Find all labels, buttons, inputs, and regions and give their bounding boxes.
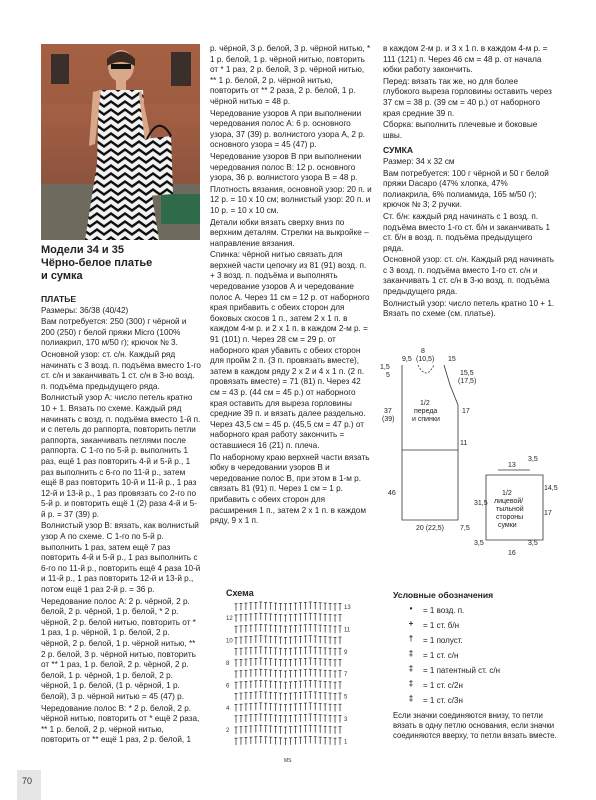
text-column-2	[210, 44, 372, 528]
col2-paragraph: р. чёрной, 3 р. белой, 3 р. чёрной нитью, * 1 р. белой, 1 р. чёрной нитью, повторить от * 1 раз, 2 р. белой, 3 р. чёрной нитью, ** 1 р. белой, 2 р. чёрной нитью, повторить от ** 2 раза, 2 р. белой, 1 р. чёрной нитью = 48 р.	[210, 44, 371, 106]
bag-label2: лицевой/	[494, 498, 524, 505]
scheme-row-number: 1	[344, 739, 348, 746]
caption-line1: Модели 34 и 35	[41, 244, 124, 256]
bag-b7: 16	[508, 550, 516, 557]
stitch-symbol-icon: †	[408, 634, 414, 643]
rapport-label: МS	[284, 758, 292, 764]
scheme-row-number: 10	[226, 638, 233, 645]
stitch-symbol-icon: •	[409, 604, 413, 613]
scheme-row-number: 3	[344, 717, 348, 723]
col3-paragraph: Перед: вязать так же, но для более глубокого выреза горловины оставить через 37 см = 38 р. (39 см = 40 р.) от наборного края средние 39 п.	[383, 76, 552, 118]
bag-label4: стороны	[496, 514, 524, 521]
col2-paragraph: Детали юбки вязать сверху вниз по верхним деталям. Стрелки на выкройке – направление вязания.	[210, 217, 369, 248]
legend-item-text: = 1 ст. с/н	[423, 651, 459, 660]
dress-label1: 1/2	[420, 400, 430, 407]
bag-b3: 14,5	[544, 485, 558, 492]
col3-paragraph: СУМКА	[383, 145, 414, 156]
scheme-row-number: 5	[344, 694, 348, 701]
col3-paragraph: Размер: 34 х 32 см	[383, 156, 455, 166]
dim-m4: (17,5)	[458, 378, 477, 385]
dress-label2: переда	[414, 408, 438, 415]
col3-paragraph: Основной узор: ст. с/н. Каждый ряд начинать с 3 возд. п. подъёма вместо 1-го ст. с/н и заканчивать 1 ст. с/н в 3-ю возд. п. подъёма предыдущего ряда.	[383, 255, 555, 297]
col2-paragraph: Плотность вязания, основной узор: 20 п. и 12 р. = 10 х 10 см; волнистый узор: 20 п. и 10 р. = 10 х 10 см.	[210, 184, 372, 215]
page-number-tab	[17, 770, 41, 800]
bag-b4: 31,5	[474, 500, 488, 507]
col3-paragraph: в каждом 2-м р. и 3 х 1 п. в каждом 4-м р. = 111 (121) п. Через 46 см = 48 р. от начала юбки работу закончить.	[383, 44, 548, 75]
dim-m6: 5	[386, 372, 390, 379]
legend-item-text: = 1 ст. с/2н	[423, 681, 463, 690]
col2-paragraph: Чередование узоров В при выполнении чередования полос В: 12 р. основного узора, 36 р. волнистого узора В = 48 р.	[210, 151, 362, 183]
scheme-row-number: 13	[344, 605, 351, 611]
stitch-symbol-icon: ‡	[408, 679, 414, 688]
page-number: 70	[22, 776, 33, 786]
dim-m5: 1,5	[380, 364, 390, 371]
bag-b1: 13	[508, 462, 516, 469]
scheme-row-number: 8	[226, 661, 230, 667]
col3-paragraph: Ст. б/н: каждый ряд начинать с 1 возд. п. подъёма вместо 1-го ст. б/н и заканчивать 1 ст. б/н в возд. п. подъёма предыдущего ряда.	[383, 211, 551, 253]
legend-title: Условные обозначения	[393, 590, 494, 600]
scheme-row-number: 9	[344, 649, 348, 656]
bag-b2: 3,5	[528, 456, 538, 463]
dim-m7: 17	[462, 408, 470, 415]
col1-paragraph: Чередование полос В: * 2 р. белой, 2 р. чёрной нитью, повторить от * ещё 2 раза, ** 1 р. белой, 2 р. чёрной нитью, повторить от ** ещё 1 раз, 2 р. белой, 1	[41, 703, 200, 745]
legend-item-text: = 1 полуст.	[423, 636, 463, 645]
col1-paragraph: Размеры: 36/38 (40/42)	[41, 305, 129, 315]
model-photo	[41, 44, 200, 240]
bag-label1: 1/2	[502, 490, 512, 497]
legend-item-text: = 1 патентный ст. с/н	[423, 666, 500, 675]
col1-paragraph: Волнистый узор А: число петель кратно 10 + 1. Вязать по схеме. Каждый ряд начинать с возд. п. подъёма вместо 1-й п. и с петель до раппорта, повторить петли раппорта, заканчивать петлями после раппорта. С 1-го по 5-й р. выполнить 1 раз, ещё 1 раз повторить 4-й и 5-й р., 1 раз выполнить с 6-го по 11-й р., затем ещё 8 раз повторить 10-й и 11-й р., 1 раз 12-й и 13-й р., 1 раз провязать со 2-го по 5-й р. и повторить ещё 1 (2) раза 4-й и 5-й р. = 37 (39) р.	[41, 393, 201, 519]
legend	[393, 590, 563, 740]
bag-label3: тыльной	[496, 506, 524, 513]
legend-item	[393, 634, 563, 649]
dim-m2: 15	[448, 356, 456, 363]
dim-m9: (39)	[382, 416, 395, 423]
caption-line2: Чёрно-белое платье	[41, 257, 153, 269]
stitch-symbol-icon: ‡	[408, 664, 414, 673]
col3-paragraph: Вам потребуется: 100 г чёрной и 50 г белой пряжи Dacapo (47% хлопка, 47% полиакрила, 6% полиамида, 165 м/50 г); крючок № 3; 2 ручки.	[383, 168, 549, 210]
legend-item-text: = 1 ст. с/3н	[423, 696, 463, 705]
dim-m1: 9,5	[402, 356, 412, 363]
stitch-symbol-icon: ‡	[408, 649, 414, 658]
caption-line3: и сумка	[41, 270, 83, 282]
bag-b8: 3,5	[528, 540, 538, 547]
dim-m13: 7,5	[460, 525, 470, 532]
legend-item	[393, 694, 563, 709]
legend-item	[393, 604, 563, 619]
bag-label5: сумки	[498, 522, 517, 529]
stitch-symbol-icon: +	[408, 619, 414, 628]
col2-paragraph: Спинка: чёрной нитью связать для верхней части цепочку из 81 (91) возд. п. + 3 возд. п. подъёма и выполнять чередование узоров А и чередование полос А. Через 11 см = 12 р. от наборного края прибавить с обеих сторон для боковых скосов 1 п., затем 2 х 1 п. в каждом 4-м р. и 2 х 1 п. в каждом 2-м р. = 91 (101) п. Через 28 см = 29 р. от наборного края убавить с обеих сторон для пройм 2 п. (3 п. провязать вместе), затем в каждом ряду 2 х 2 и 4 х 1 п. (2 п. провязать вместе) = 71 (81) п. Через 42 см = 43 р. (44 см = 45 р.) от наборного края оставить для выреза горловины средние 39 п. и вязать далее раздельно. Через 43,5 см = 45 р. (45,5 см = 47 р.) от наборного края работу закончить = оставшиеся 16 (21) п. плеча.	[210, 250, 370, 450]
dim-top2: (10,5)	[416, 356, 435, 363]
text-column-3	[383, 44, 555, 321]
dim-m10: 11	[460, 440, 468, 447]
crochet-scheme-chart	[224, 598, 360, 766]
scheme-row-number: 4	[226, 705, 230, 712]
pattern-schematic	[378, 345, 558, 570]
dim-m12: 20 (22,5)	[416, 525, 445, 532]
col1-paragraph: Вам потребуется: 250 (300) г чёрной и 200 (250) г белой пряжи Micro (100% полиакрил, 170 м/50 г); крючок № 3.	[41, 317, 187, 348]
scheme-title: Схема	[226, 588, 254, 598]
legend-item-text: = 1 возд. п.	[423, 606, 465, 615]
legend-note: Если значки соединяются внизу, то петли вязать в одну петлю основания, если значки соединяются вверху, то петли вязать вместе.	[393, 711, 557, 740]
dim-m3: 15,5	[460, 370, 474, 377]
scheme-row-number: 2	[226, 728, 230, 735]
scheme-row-number: 7	[344, 672, 348, 679]
text-column-1	[41, 290, 201, 747]
bag-b6: 3,5	[474, 540, 484, 547]
legend-item	[393, 679, 563, 694]
scheme-row-number: 12	[226, 616, 233, 623]
col2-paragraph: По наборному краю верхней части вязать юбку в чередовании узоров В и чередование полос В, при этом в 1-м р. связать 81 (91) п. Через 1 см = 1 р. прибавить с обеих сторон для расширения 1 п., затем 2 х 1 п. в каждом ряду, 9 х 1 п.	[210, 452, 370, 526]
stitch-symbol-icon: ‡	[408, 694, 414, 703]
legend-item	[393, 664, 563, 679]
col1-paragraph: ПЛАТЬЕ	[41, 294, 77, 304]
legend-item-text: = 1 ст. б/н	[423, 621, 460, 630]
dim-m8: 37	[384, 408, 392, 415]
col1-paragraph: Чередование полос А: 2 р. чёрной, 2 р. белой, 2 р. чёрной, 1 р. белой, * 2 р. чёрной, 2 р. белой нитью, повторить от * 1 раз, 1 р. чёрной, 1 р. белой, 2 р. чёрной, 2 р. белой, 1 р. чёрной нитью, ** 2 р. белой, 3 р. чёрной нитью, повторить от ** 1 раз, 1 р. белой, 2 р. чёрной, 2 р. белой, 1 р. чёрной, 1 р. белой, 2 р. чёрной, 1 р. белой, (1 р. чёрной, 1 р. белой), 3 р. чёрной нитью = 45 (47) р.	[41, 596, 196, 701]
dim-m11: 46	[388, 490, 396, 497]
col3-paragraph: Сборка: выполнить плечевые и боковые швы.	[383, 120, 538, 140]
col1-paragraph: Волнистый узор В: вязать, как волнистый узор А по схеме. С 1-го по 5-й р. выполнить 1 раз, затем ещё 7 раз повторить 4-й и 5-й р., 1 раз выполнить с 6-го по 11-й р., повторить ещё 4 раза 10-й и 11-й р., 1 раз повторить 12-й и 13-й р., потом ещё 1 раз 2-й р. = 36 р.	[41, 521, 201, 595]
col3-paragraph: Волнистый узор: число петель кратно 10 + 1. Вязать по схеме (см. платье).	[383, 298, 555, 319]
model-caption	[41, 244, 201, 283]
bag-b5: 17	[544, 510, 552, 517]
legend-item	[393, 649, 563, 664]
col1-paragraph: Основной узор: ст. с/н. Каждый ряд начинать с 3 возд. п. подъёма вместо 1-го ст. с/н и заканчивать 1 ст. с/н в 3-ю возд. п. подъёма предыдущего ряда.	[41, 349, 201, 391]
scheme-row-number: 6	[226, 683, 230, 690]
legend-item	[393, 619, 563, 634]
dress-photo-illustration	[41, 44, 200, 240]
scheme-row-number: 11	[344, 627, 351, 634]
dress-label3: и спинки	[412, 416, 440, 423]
col2-paragraph: Чередование узоров А при выполнении чередования полос А: 6 р. основного узора, 37 (39) р. волнистого узора А, 2 р. основного узора = 45 (47) р.	[210, 108, 366, 150]
dim-top: 8	[421, 348, 425, 355]
